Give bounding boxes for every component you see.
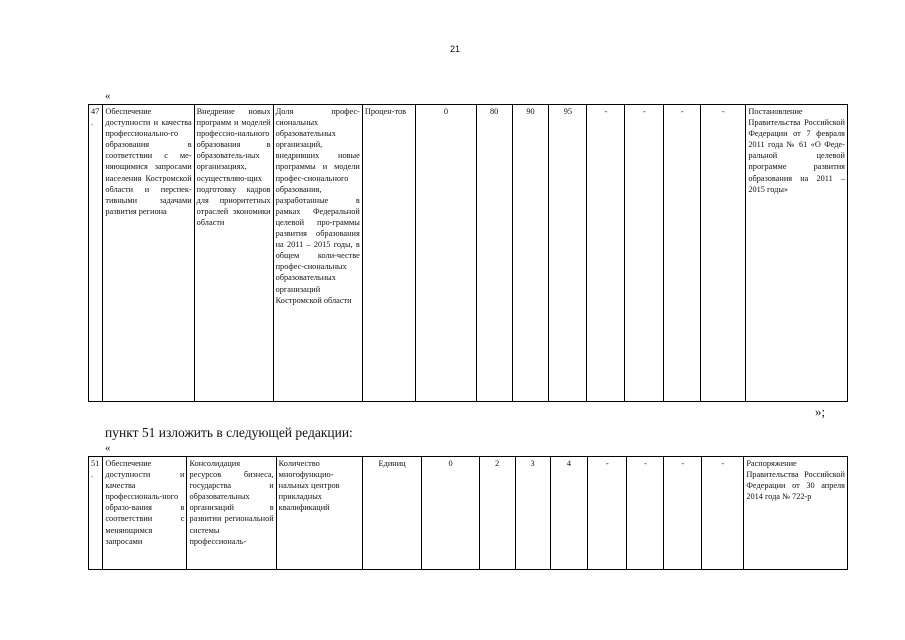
value-cell: -: [587, 105, 625, 402]
unit-cell: Единиц: [362, 457, 421, 570]
opening-quote: «: [105, 442, 111, 454]
basis-cell: Распоряжение Правительства Российской Федерации от 30 апреля 2014 года № 722-р: [744, 457, 848, 570]
table-row-51: [88, 456, 848, 570]
value-cell: 0: [416, 105, 477, 402]
page-number: 21: [449, 44, 460, 54]
value-cell: -: [664, 105, 701, 402]
task-cell: Внедрение новых программ и моделей профессио-нального образования в образователь-ных организациях, осуществляю-щих подготовку кадров для приоритетных отраслей экономики области: [194, 105, 273, 402]
opening-quote: «: [105, 90, 111, 102]
value-cell: -: [627, 457, 664, 570]
indicator-cell: Доля профес-сиональных образовательных организаций, внедривших новые программы и модели профес-сионального образования, разработанные в рамках Федеральной целевой про-граммы развития образования на 2011 – 2015 годы, в общем коли-честве профес-сиональных образовательных организаций Костромской области: [273, 105, 362, 402]
row-number: 47.: [89, 105, 103, 402]
value-cell: -: [625, 105, 664, 402]
value-cell: 95: [549, 105, 587, 402]
value-cell: -: [588, 457, 627, 570]
row-number: 51.: [89, 457, 103, 570]
value-cell: 4: [550, 457, 588, 570]
closing-quote: »;: [815, 404, 826, 419]
value-cell: 90: [512, 105, 549, 402]
value-cell: -: [701, 105, 746, 402]
value-cell: 80: [476, 105, 512, 402]
task-cell: Консолидация ресурсов бизнеса, государства и образовательных организаций в развитии региональной системы профессиональ-: [187, 457, 276, 570]
basis-cell: Постановление Правительства Российской Федерации от 7 февраля 2011 года № 61 «О Феде-ральной целевой программе развития образования на 2011 – 2015 годы»: [746, 105, 848, 402]
section-instruction: пункт 51 изложить в следующей редакции:: [105, 425, 353, 440]
goal-cell: Обеспечение доступности и качества профессиональ-ного образо-вания в соответствии с меняющимся запросами: [103, 457, 187, 570]
unit-cell: Процен-тов: [362, 105, 415, 402]
indicator-cell: Количество многофункцио-нальных центров прикладных квалификаций: [276, 457, 362, 570]
value-cell: 0: [422, 457, 479, 570]
goal-cell: Обеспечение доступности и качества профессионально-го образования в соответствии с ме-няющимися запросами населения Костромской области и перспек-тивными задачами развития региона: [103, 105, 194, 402]
value-cell: 3: [515, 457, 550, 570]
table-row-47: [88, 104, 848, 402]
value-cell: 2: [479, 457, 515, 570]
value-cell: -: [664, 457, 702, 570]
value-cell: -: [702, 457, 744, 570]
